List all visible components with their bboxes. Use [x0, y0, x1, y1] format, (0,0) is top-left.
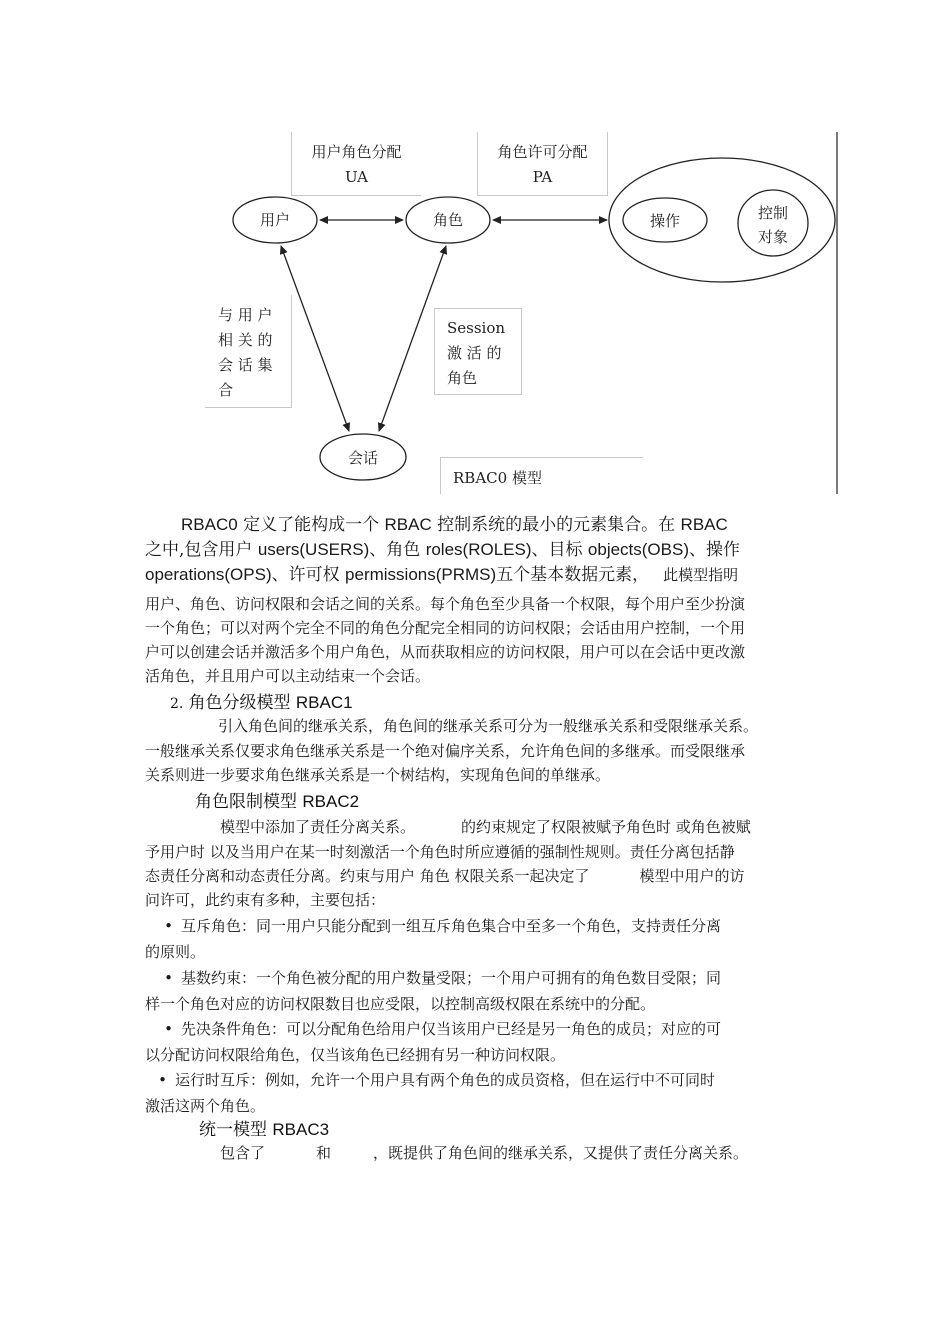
rbac0-line-4: 用户、角色、访问权限和会话之间的关系。每个角色至少具备一个权限，每个用户至少扮演	[145, 595, 746, 613]
user-session-line2: 相 关 的	[218, 331, 273, 349]
role-node-label: 角色	[432, 211, 463, 229]
rbac1-line-2: 一般继承关系仅要求角色继承关系是一个绝对偏序关系，允许角色间的多继承。而受限继承	[145, 742, 746, 760]
session-role-note	[434, 308, 522, 395]
bullet-dot: •	[164, 917, 173, 935]
user-session-line3: 会 话 集	[218, 356, 273, 374]
object-node-label	[738, 201, 808, 249]
ua-label-box	[291, 132, 421, 196]
diagram-graphics	[0, 0, 950, 500]
bullet-item-3: • 先决条件角色：可以分配角色给用户仅当该用户已经是另一角色的成员；对应的可 以分配访问权限给角色，仅当该角色已经拥有另一种访问权限。	[145, 1016, 810, 1068]
rbac0-line-6: 户可以创建会话并激活多个用户角色，从而获取相应的访问权限，用户可以在会话中更改激	[145, 643, 746, 661]
rbac2-line-2: 予用户时 以及当用户在某一时刻激活一个角色时所应遵循的强制性规则。责任分离包括静	[145, 843, 735, 861]
operation-node-label: 操作	[649, 212, 680, 230]
rbac0-line-1: RBAC0 定义了能构成一个 RBAC 控制系统的最小的元素集合。在 RBAC	[181, 515, 728, 535]
bullet-item-2: • 基数约束：一个角色被分配的用户数量受限；一个用户可拥有的角色数目受限；同 样一个角色对应的访问权限数目也应受限，以控制高级权限在系统中的分配。	[145, 965, 810, 1017]
bullet-dot: •	[164, 969, 173, 987]
rbac0-line-5: 一个角色；可以对两个完全不同的角色分配完全相同的访问权限；会话由用户控制，一个用	[145, 619, 746, 637]
user-session-line1: 与 用 户	[218, 306, 273, 324]
bullet-item-1: • 互斥角色：同一用户只能分配到一组互斥角色集合中至多一个角色，支持责任分离 的原则。	[145, 913, 810, 965]
user-session-note	[205, 295, 292, 408]
session-node-label: 会话	[347, 449, 378, 467]
user-session-line4: 合	[218, 381, 234, 399]
rbac1-line-3: 关系则进一步要求角色继承关系是一个树结构，实现角色间的单继承。	[145, 766, 611, 784]
rbac0-line-2: 之中,包含用户 users(USERS)、角色 roles(ROLES)、目标 objects(OBS)、操作	[145, 540, 740, 560]
diagram-caption: RBAC0 模型	[440, 457, 643, 494]
rbac0-line-3: operations(OPS)、许可权 permissions(PRMS)五个基本数据元素， 此模型指明	[145, 565, 739, 585]
object-label-line2: 对象	[757, 228, 788, 246]
pa-code: PA	[532, 168, 553, 186]
session-role-line2: 激 活 的	[447, 344, 502, 362]
rbac2-line-3: 态责任分离和动态责任分离。约束与用户 角色 权限关系一起决定了 模型中用户的访	[145, 867, 745, 885]
user-node-label: 用户	[259, 211, 290, 229]
pa-label-box	[477, 132, 608, 196]
heading-rbac3: 统一模型 RBAC3	[199, 1120, 330, 1140]
session-role-line1: Session	[447, 319, 506, 337]
object-label-line1: 控制	[757, 204, 788, 222]
rbac2-line-1: 模型中添加了责任分离关系。 的约束规定了权限被赋予角色时 或角色被赋	[220, 818, 751, 836]
bullet-item-4: • 运行时互斥：例如，允许一个用户具有两个角色的成员资格，但在运行中不可同时 激活这两个角色。	[145, 1067, 810, 1119]
rbac0-diagram	[0, 0, 950, 500]
heading-rbac2: 角色限制模型 RBAC2	[195, 792, 360, 812]
ua-code: UA	[344, 168, 368, 186]
bullet-dot: •	[158, 1071, 167, 1089]
rbac1-line-1: 引入角色间的继承关系，角色间的继承关系可分为一般继承关系和受限继承关系。	[218, 717, 759, 735]
session-role-line3: 角色	[447, 369, 478, 387]
bullet-dot: •	[164, 1020, 173, 1038]
ua-title: 用户角色分配	[311, 143, 402, 161]
rbac3-line-1: 包含了 和 ，既提供了角色间的继承关系，又提供了责任分离关系。	[220, 1144, 749, 1162]
rbac0-line-7: 活角色，并且用户可以主动结束一个会话。	[145, 667, 431, 685]
heading-rbac1: 2. 角色分级模型 RBAC1	[170, 693, 353, 713]
rbac2-line-4: 问许可，此约束有多种，主要包括：	[145, 891, 386, 909]
pa-title: 角色许可分配	[497, 143, 588, 161]
